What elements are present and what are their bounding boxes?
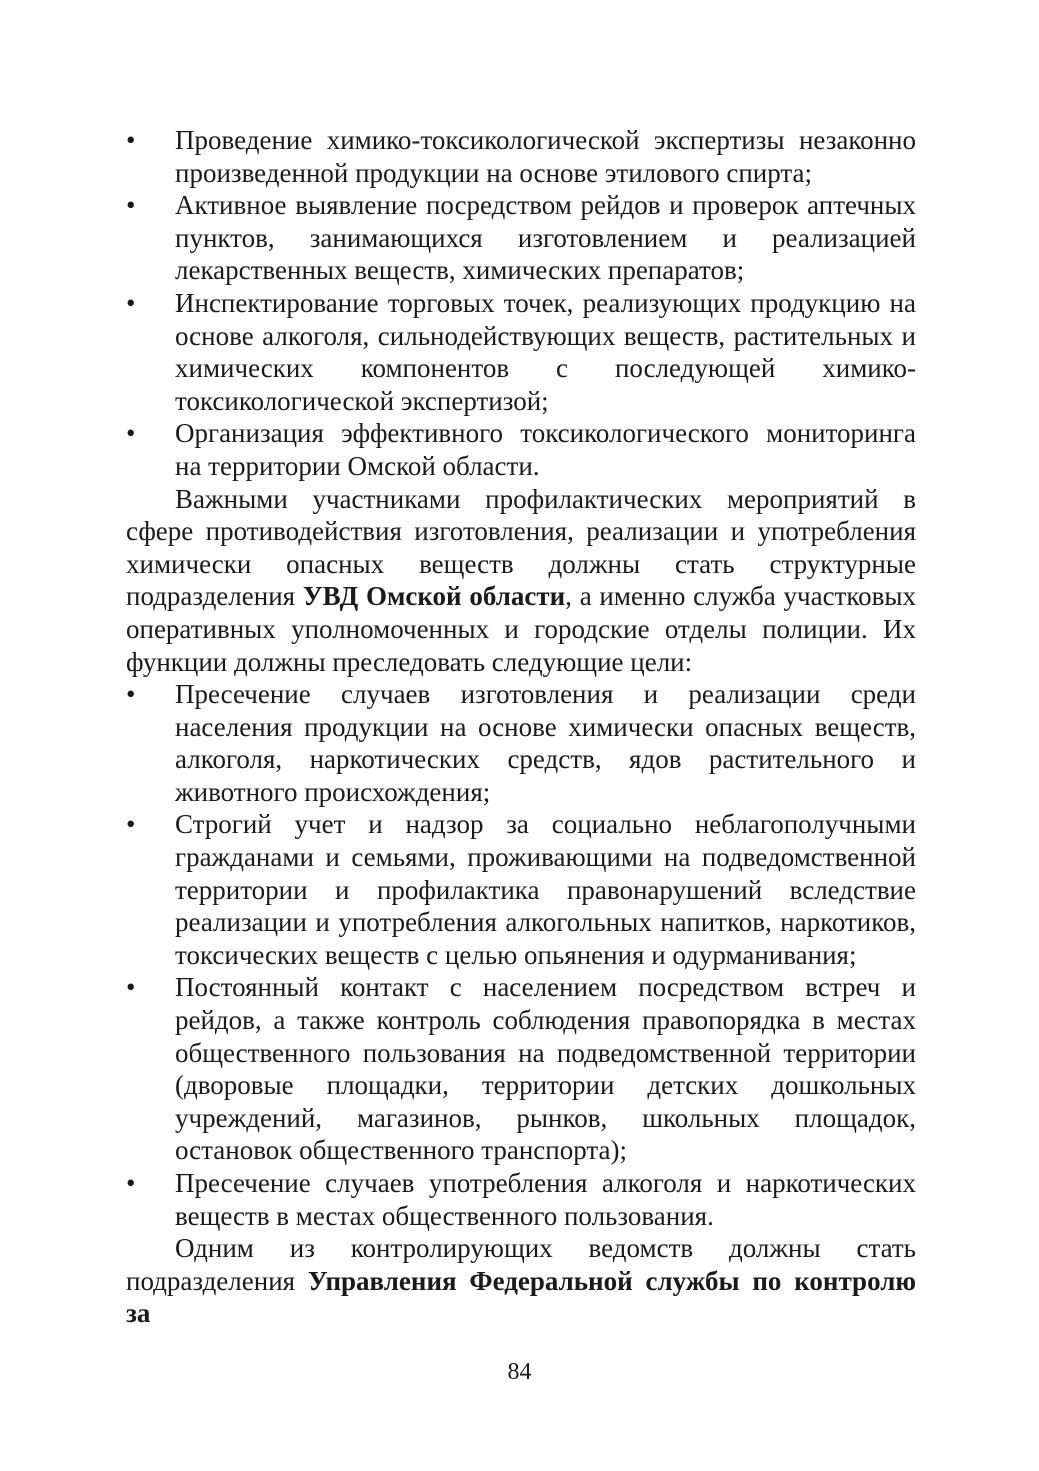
list-item-text: Организация эффективного токсикологического мониторинга на территории Омской области. bbox=[175, 418, 916, 481]
list-item bbox=[126, 971, 916, 1167]
bullet-list-1 bbox=[126, 124, 916, 483]
list-item-text: Активное выявление посредством рейдов и проверок аптечных пунктов, занимающихся изготовлением и реализацией лекарственных веществ, химических препаратов; bbox=[175, 190, 916, 286]
bullet-icon: • bbox=[126, 972, 136, 1003]
paragraph-text: Одним из контролирующих ведомств должны стать подразделения bbox=[126, 1233, 916, 1296]
paragraph-federal-service bbox=[126, 1232, 916, 1330]
bullet-icon: • bbox=[126, 809, 136, 840]
bullet-icon: • bbox=[126, 1168, 136, 1198]
list-item bbox=[126, 124, 916, 189]
list-item-text: Пресечение случаев изготовления и реализации среди населения продукции на основе химически опасных веществ, алкоголя, наркотических средств, ядов растительного и животного происхождения; bbox=[175, 679, 916, 807]
bullet-icon: • bbox=[126, 287, 136, 318]
list-item-text: Постоянный контакт с населением посредством встреч и рейдов, а также контроль соблюдения правопорядка в местах общественного пользования на подведомственной территории (дворовые площадки, территории детских дошкольных учреждений, магазинов, рынков, школьных площадок, остановок общественного транспорта); bbox=[175, 972, 916, 1166]
bold-org-name: Управления Федеральной службы по контролю за bbox=[126, 1265, 916, 1329]
paragraph-uvd bbox=[126, 483, 916, 679]
list-item-text: Инспектирование торговых точек, реализующих продукцию на основе алкоголя, сильнодействующих веществ, растительных и химических компонентов с последующей химико-токсикологической экспертизой; bbox=[175, 287, 916, 416]
bullet-icon: • bbox=[126, 125, 136, 155]
list-item-text: Проведение химико-токсикологической экспертизы незаконно произведенной продукции на основе этилового спирта; bbox=[175, 125, 916, 188]
paragraph-text: , а именно служба участковых оперативных уполномоченных и городские отделы полиции. Их функции должны преследовать следующие цели: bbox=[126, 581, 916, 677]
bullet-list-2 bbox=[126, 678, 916, 1232]
list-item bbox=[126, 287, 916, 417]
list-item-text: Строгий учет и надзор за социально неблагополучными гражданами и семьями, проживающими на подведомственной территории и профилактика правонарушений вследствие реализации и употребления алкогольных напитков, наркотиков, токсических веществ с целью опьянения и одурманивания; bbox=[175, 809, 916, 970]
bullet-icon: • bbox=[126, 190, 136, 221]
page-content bbox=[126, 124, 916, 1330]
list-item bbox=[126, 189, 916, 287]
list-item bbox=[126, 678, 916, 808]
list-item bbox=[126, 417, 916, 482]
paragraph-text: Важными участниками профилактических мероприятий в сфере противодействия изготовления, реализации и употребления химически опасных веществ должны стать структурные подразделения bbox=[126, 483, 916, 612]
bullet-icon: • bbox=[126, 679, 136, 710]
bold-org-name: УВД Омской области bbox=[302, 581, 566, 612]
list-item bbox=[126, 808, 916, 971]
list-item bbox=[126, 1167, 916, 1232]
page-number: 84 bbox=[507, 1359, 532, 1385]
bullet-icon: • bbox=[126, 418, 136, 449]
list-item-text: Пресечение случаев употребления алкоголя и наркотических веществ в местах общественного пользования. bbox=[175, 1168, 916, 1231]
